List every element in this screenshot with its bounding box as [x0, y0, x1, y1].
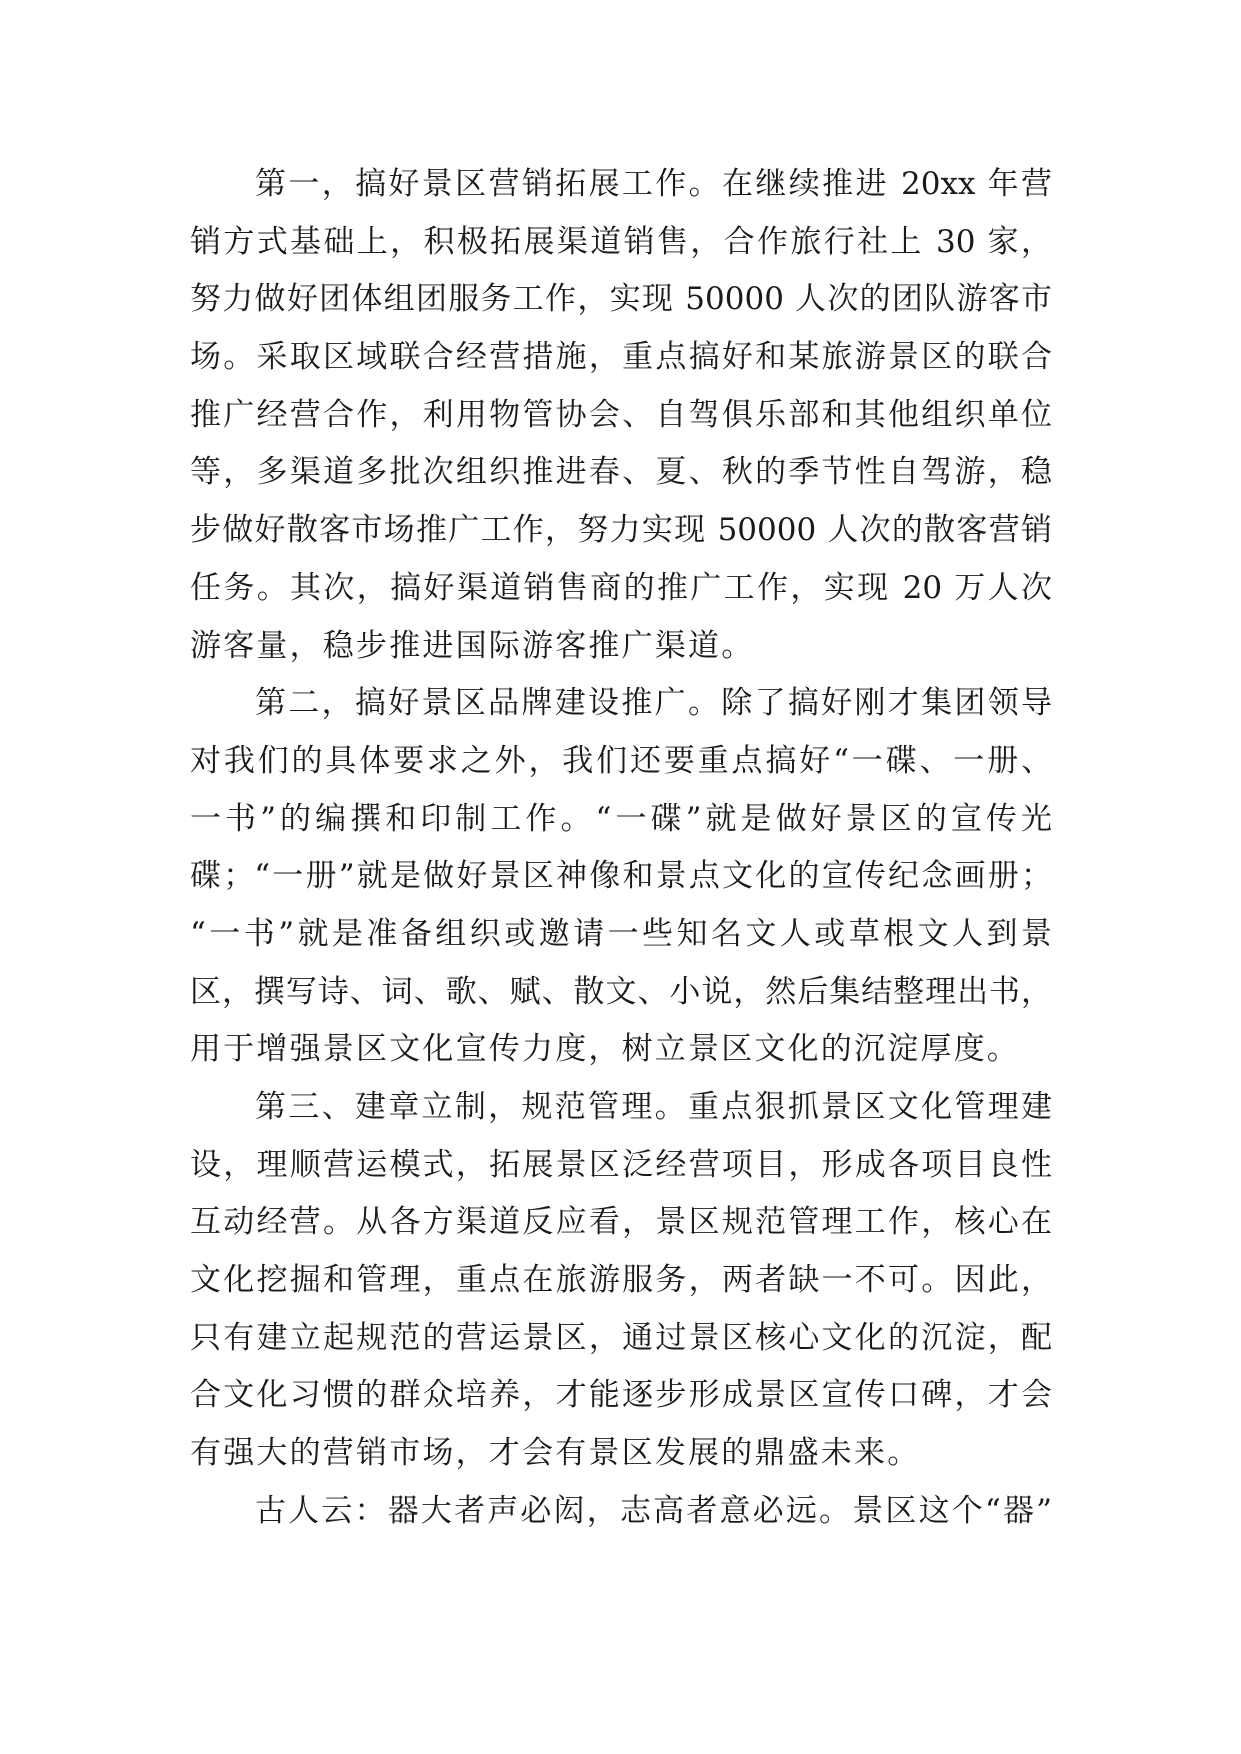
text-line: 推广经营合作，利用物管协会、自驾俱乐部和其他组织单位: [190, 396, 1052, 433]
text-line: 场。采取区域联合经营措施，重点搞好和某旅游景区的联合: [190, 339, 1052, 376]
text-line: 区，撰写诗、词、歌、赋、散文、小说，然后集结整理出书，: [190, 973, 1052, 1010]
text-line: 一书”的编撰和印制工作。“一碟”就是做好景区的宣传光: [190, 800, 1052, 837]
text-line: 合文化习惯的群众培养，才能逐步形成景区宣传口碑，才会: [190, 1377, 1052, 1414]
text-line: 第二，搞好景区品牌建设推广。除了搞好刚才集团领导: [255, 685, 1052, 722]
document-body: [190, 156, 1052, 1541]
text-line: 销方式基础上，积极拓展渠道销售，合作旅行社上 30 家，: [190, 223, 1052, 260]
text-line: 碟；“一册”就是做好景区神像和景点文化的宣传纪念画册；: [190, 858, 1052, 895]
text-line: 任务。其次，搞好渠道销售商的推广工作，实现 20 万人次: [190, 569, 1052, 606]
text-line: 只有建立起规范的营运景区，通过景区核心文化的沉淀，配: [190, 1319, 1052, 1356]
paragraph-2: [190, 675, 1052, 1079]
text-line: 第一，搞好景区营销拓展工作。在继续推进 20xx 年营: [255, 166, 1052, 202]
text-line: 努力做好团体组团服务工作，实现 50000 人次的团队游客市: [190, 281, 1052, 318]
text-line: 古人云：器大者声必闳，志高者意必远。景区这个“器”: [255, 1492, 1052, 1529]
text-line: 等，多渠道多批次组织推进春、夏、秋的季节性自驾游，稳: [190, 454, 1052, 491]
text-line: 互动经营。从各方渠道反应看，景区规范管理工作，核心在: [190, 1204, 1052, 1241]
paragraph-1: [190, 156, 1052, 675]
text-line: 用于增强景区文化宣传力度，树立景区文化的沉淀厚度。: [190, 1031, 1020, 1068]
text-line: 第三、建章立制，规范管理。重点狠抓景区文化管理建: [255, 1089, 1052, 1125]
text-line: 对我们的具体要求之外，我们还要重点搞好“一碟、一册、: [190, 742, 1052, 779]
text-line: 步做好散客市场推广工作，努力实现 50000 人次的散客营销: [190, 512, 1052, 549]
text-line: “一书”就是准备组织或邀请一些知名文人或草根文人到景: [190, 915, 1052, 952]
text-line: 有强大的营销市场，才会有景区发展的鼎盛未来。: [190, 1435, 921, 1472]
text-line: 游客量，稳步推进国际游客推广渠道。: [190, 627, 755, 664]
paragraph-3: [190, 1079, 1052, 1483]
text-line: 文化挖掘和管理，重点在旅游服务，两者缺一不可。因此，: [190, 1262, 1052, 1299]
text-line: 设，理顺营运模式，拓展景区泛经营项目，形成各项目良性: [190, 1146, 1052, 1183]
paragraph-4: [190, 1483, 1052, 1541]
